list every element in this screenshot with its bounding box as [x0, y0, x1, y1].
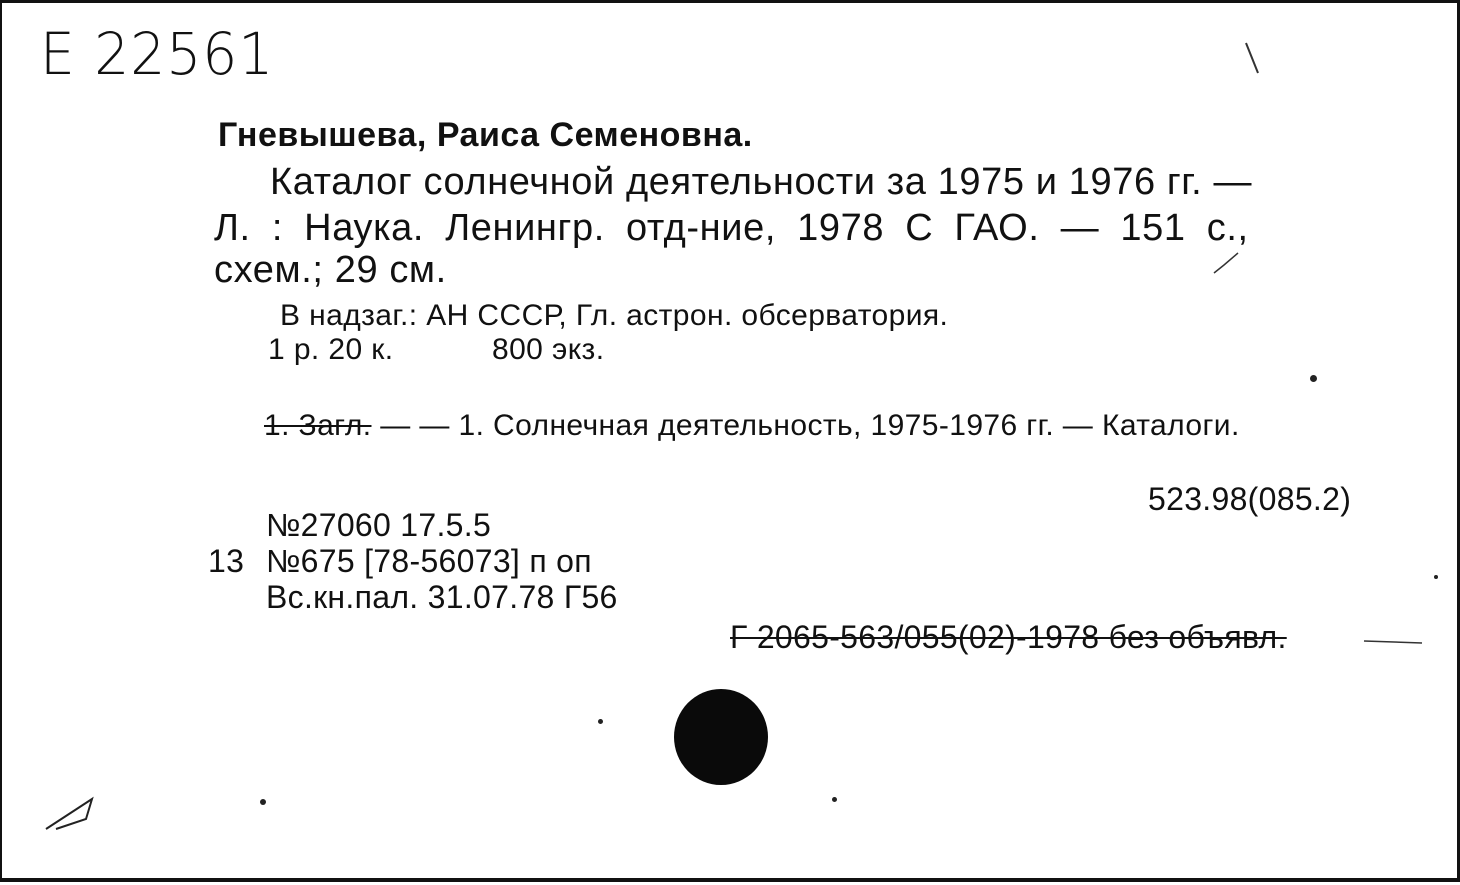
note-parent-body: В надзаг.: АН СССР, Гл. астрон. обсерватория.: [280, 299, 949, 332]
pencil-marks: [2, 3, 1460, 885]
pencil-mark-top: [1246, 43, 1258, 73]
inventory-number: E 22561: [40, 20, 275, 88]
title-line-2: Л. : Наука. Ленингр. отд-ние, 1978 С ГАО. — 151 с.,: [214, 207, 1249, 249]
note-print-run: 800 экз.: [492, 333, 605, 366]
pencil-mark-corner: [46, 799, 92, 829]
title-line-1: Каталог солнечной деятельности за 1975 и 1976 гг. —: [270, 161, 1253, 203]
pencil-mark-bottom-right: [1364, 641, 1422, 643]
pencil-mark-right: [1214, 253, 1238, 273]
tracing-rest: — — 1. Солнечная деятельность, 1975-1976 гг. — Каталоги.: [371, 409, 1240, 442]
control-line-2: №675 [78-56073] п оп: [266, 543, 592, 579]
control-line-1: №27060 17.5.5: [266, 507, 492, 543]
control-line-2-prefix: 13: [208, 543, 245, 579]
title-line-3: схем.; 29 см.: [214, 249, 447, 291]
author-heading: Гневышева, Раиса Семеновна.: [218, 116, 753, 154]
bottom-code: Г 2065-563/055(02)-1978 без объявл.: [730, 619, 1287, 655]
control-line-3: Вс.кн.пал. 31.07.78 Г56: [266, 579, 618, 615]
tracing-struck: 1. Загл.: [264, 409, 372, 442]
note-price: 1 р. 20 к.: [268, 333, 394, 366]
classification-code: 523.98(085.2): [1148, 481, 1352, 517]
